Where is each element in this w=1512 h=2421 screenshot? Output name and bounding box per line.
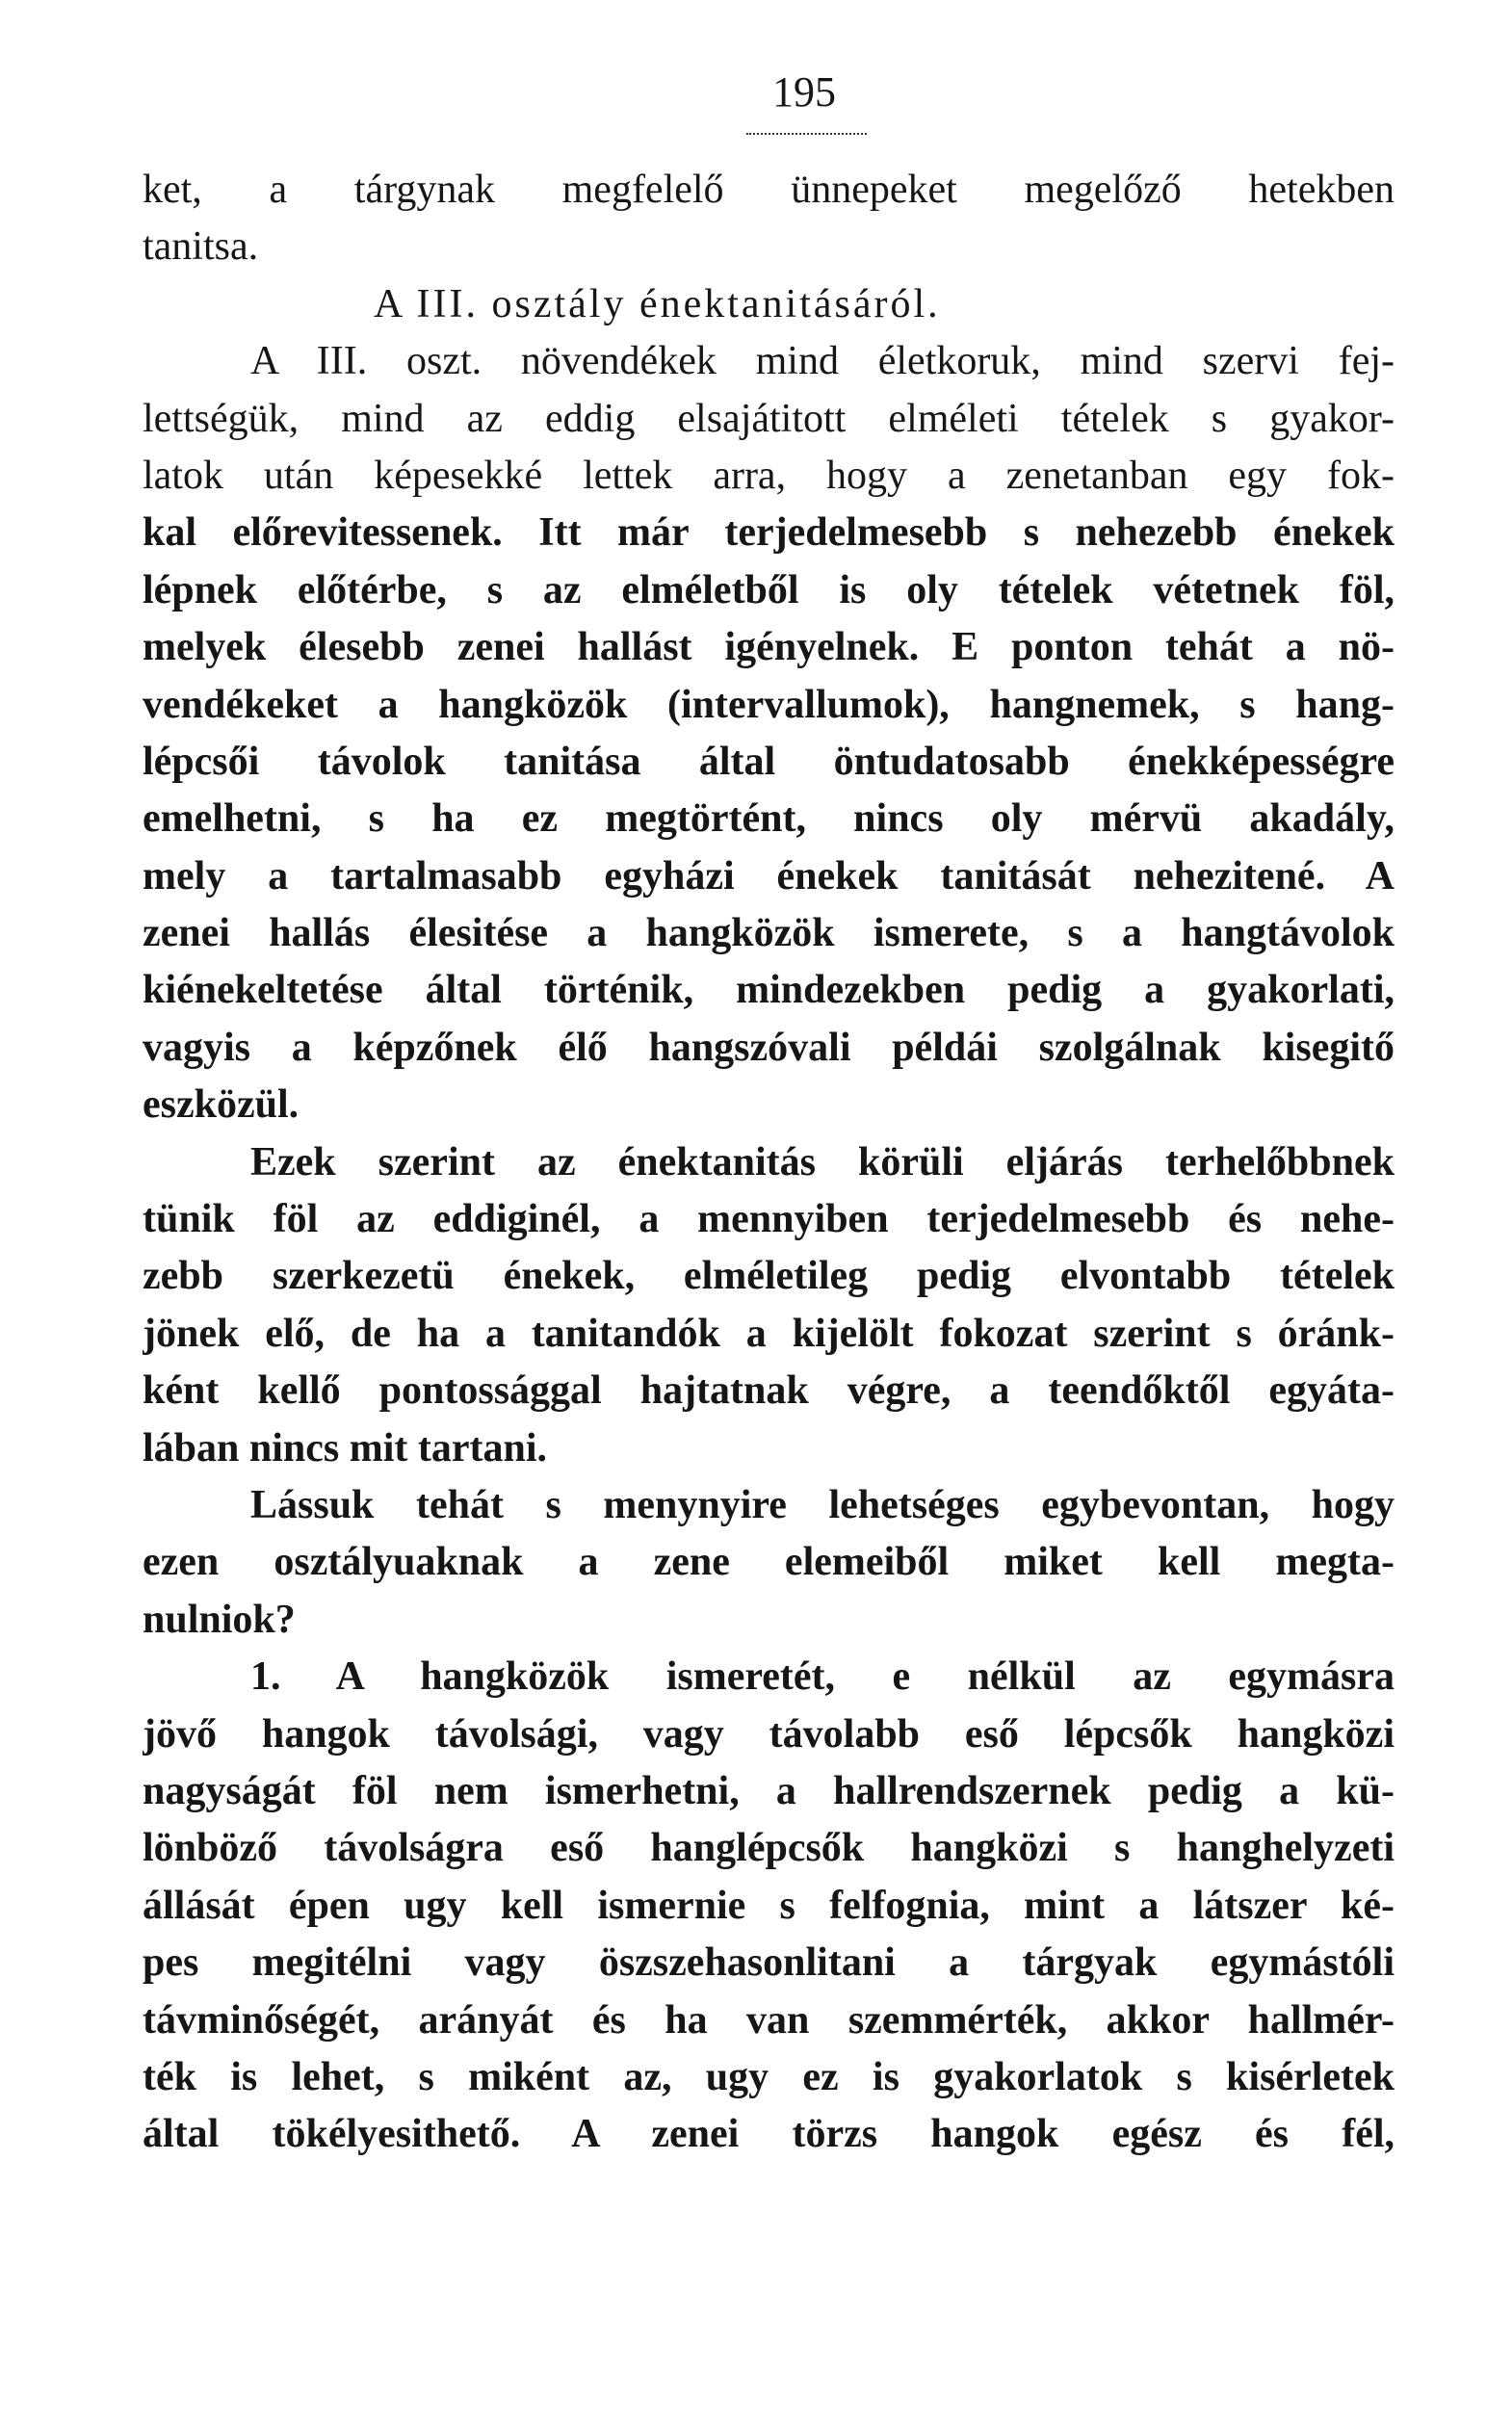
text-line: távminőségét, arányát és ha van szemmérték, akkor hallmér- [143, 1997, 1395, 2043]
page-number-underline [746, 123, 867, 135]
text-line: zebb szerkezetü énekek, elméletileg pedig elvontabb tételek [143, 1254, 1395, 1299]
text-line: mely a tartalmasabb egyházi énekek tanitását nehezitené. A [143, 853, 1395, 898]
text-line: pes megitélni vagy öszszehasonlitani a tárgyak egymástóli [143, 1940, 1395, 1986]
text-line: Lássuk tehát s menynyire lehetséges egybevontan, hogy [250, 1482, 1395, 1527]
text-line: eszközül. [143, 1082, 300, 1128]
text-line: állását épen ugy kell ismernie s felfognia, mint a látszer ké- [143, 1883, 1395, 1928]
text-line: nulniok? [143, 1597, 296, 1642]
body-text [143, 162, 1395, 2164]
text-line: ként kellő pontossággal hajtatnak végre, a teendőktől egyáta- [143, 1368, 1395, 1414]
text-line: vendékeket a hangközök (intervallumok), hangnemek, s hang- [143, 682, 1395, 727]
page-number: 195 [772, 68, 836, 116]
text-line: kal előrevitessenek. Itt már terjedelmesebb s nehezebb énekek [143, 510, 1395, 556]
text-line: A III. oszt. növendékek mind életkoruk, mind szervi fej- [250, 339, 1395, 384]
text-line: ezen osztályuaknak a zene elemeiből miket kell megta- [143, 1540, 1395, 1585]
text-line: lában nincs mit tartani. [143, 1425, 548, 1471]
text-line: emelhetni, s ha ez megtörtént, nincs oly mérvü akadály, [143, 796, 1395, 842]
text-line: által tökélyesithető. A zenei törzs hangok egész és fél, [143, 2112, 1395, 2157]
text-line: Ezek szerint az énektanitás körüli eljárás terhelőbbnek [250, 1139, 1395, 1184]
text-line: lépcsői távolok tanitása által öntudatosabb énekképességre [143, 739, 1395, 784]
text-line: jönek elő, de ha a tanitandók a kijelölt fokozat szerint s óránk- [143, 1311, 1395, 1356]
text-line: latok után képesekké lettek arra, hogy a zenetanban egy fok- [143, 453, 1395, 498]
text-line: lettségük, mind az eddig elsajátitott elméleti tételek s gyakor- [143, 396, 1395, 441]
text-line: 1. A hangközök ismeretét, e nélkül az egymásra [250, 1654, 1395, 1700]
text-line: lönböző távolságra eső hanglépcsők hangközi s hanghelyzeti [143, 1826, 1395, 1871]
text-line: ket, a tárgynak megfelelő ünnepeket megelőző hetekben [143, 168, 1395, 212]
text-line: jövő hangok távolsági, vagy távolabb eső lépcsők hangközi [143, 1711, 1395, 1757]
text-line: tanitsa. [143, 224, 259, 270]
text-line: ték is lehet, s miként az, ugy ez is gyakorlatok s kisérletek [143, 2054, 1395, 2099]
text-line: lépnek előtérbe, s az elméletből is oly tételek vétetnek föl, [143, 567, 1395, 612]
text-line: zenei hallás élesitése a hangközök ismerete, s a hangtávolok [143, 911, 1395, 956]
text-line: melyek élesebb zenei hallást igényelnek. E ponton tehát a nö- [143, 625, 1395, 670]
text-line: kiénekeltetése által történik, mindezekben pedig a gyakorlati, [143, 968, 1395, 1013]
section-heading: A III. osztály énektanitásáról. [374, 281, 941, 326]
text-line: vagyis a képzőnek élő hangszóvali példái szolgálnak kisegitő [143, 1025, 1395, 1070]
text-line: tünik föl az eddiginél, a mennyiben terjedelmesebb és nehe- [143, 1197, 1395, 1242]
text-line: nagyságát föl nem ismerhetni, a hallrendszernek pedig a kü- [143, 1768, 1395, 1813]
